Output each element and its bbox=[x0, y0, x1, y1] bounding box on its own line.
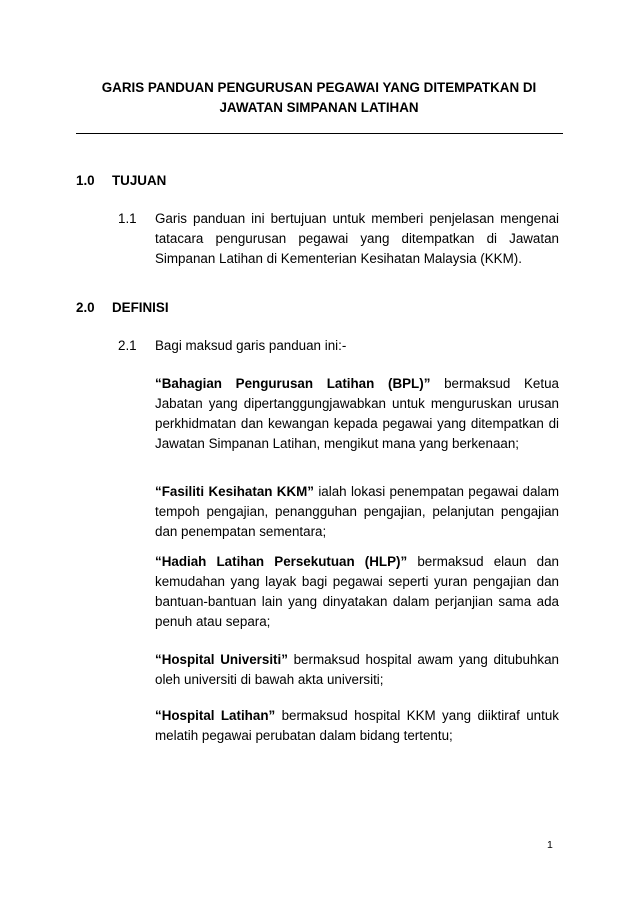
item-text-1-1: Garis panduan ini bertujuan untuk memberi penjelasan mengenai tatacara pengurusan pegawai yang ditempatkan di Jawatan Simpanan Latihan di Kementerian Kesihatan Malaysia (KKM). bbox=[155, 211, 559, 266]
section-number: 1.0 bbox=[76, 173, 95, 188]
definition-bpl bbox=[155, 374, 559, 454]
page-number: 1 bbox=[547, 839, 553, 851]
definition-term: “Hospital Universiti” bbox=[155, 652, 288, 667]
document-title bbox=[0, 78, 638, 118]
definition-hospital-universiti bbox=[155, 650, 559, 690]
document-title-line-1: GARIS PANDUAN PENGURUSAN PEGAWAI YANG DITEMPATKAN DI bbox=[101, 80, 537, 95]
definition-term: “Fasiliti Kesihatan KKM” bbox=[155, 484, 314, 499]
document-title-line-2: JAWATAN SIMPANAN LATIHAN bbox=[219, 100, 419, 115]
definition-text: bermaksud hospital KKM yang diiktiraf untuk melatih pegawai perubatan dalam bidang tertentu; bbox=[155, 708, 559, 743]
definition-hospital-latihan bbox=[155, 706, 559, 746]
definition-text: bermaksud hospital awam yang ditubuhkan oleh universiti di bawah akta universiti; bbox=[155, 652, 559, 687]
section-heading: TUJUAN bbox=[112, 173, 167, 188]
definition-term: “Hospital Latihan” bbox=[155, 708, 276, 723]
section-heading: DEFINISI bbox=[112, 300, 169, 315]
definition-text: ialah lokasi penempatan pegawai dalam tempoh pengajian, penangguhan pengajian, pelanjutan pengajian dan penempatan sementara; bbox=[155, 484, 559, 539]
definition-text: bermaksud Ketua Jabatan yang dipertanggungjawabkan untuk menguruskan urusan perkhidmatan dan kewangan kepada pegawai yang ditempatkan di Jawatan Simpanan Latihan, mengikut mana yang berkenaan; bbox=[155, 376, 559, 451]
definition-term: “Bahagian Pengurusan Latihan (BPL)” bbox=[155, 376, 431, 391]
definition-hlp bbox=[155, 552, 559, 632]
definition-term: “Hadiah Latihan Persekutuan (HLP)” bbox=[155, 554, 408, 569]
title-divider bbox=[76, 133, 563, 134]
item-number-1-1: 1.1 bbox=[118, 211, 137, 226]
definition-fasiliti-kesihatan bbox=[155, 482, 559, 542]
item-number-2-1: 2.1 bbox=[118, 338, 137, 353]
section-number: 2.0 bbox=[76, 300, 95, 315]
item-text-2-1: Bagi maksud garis panduan ini:- bbox=[155, 338, 347, 353]
definition-text: bermaksud elaun dan kemudahan yang layak bagi pegawai seperti yuran pengajian dan bantuan-bantuan lain yang dinyatakan dalam perjanjian sama ada penuh atau separa; bbox=[155, 554, 559, 629]
